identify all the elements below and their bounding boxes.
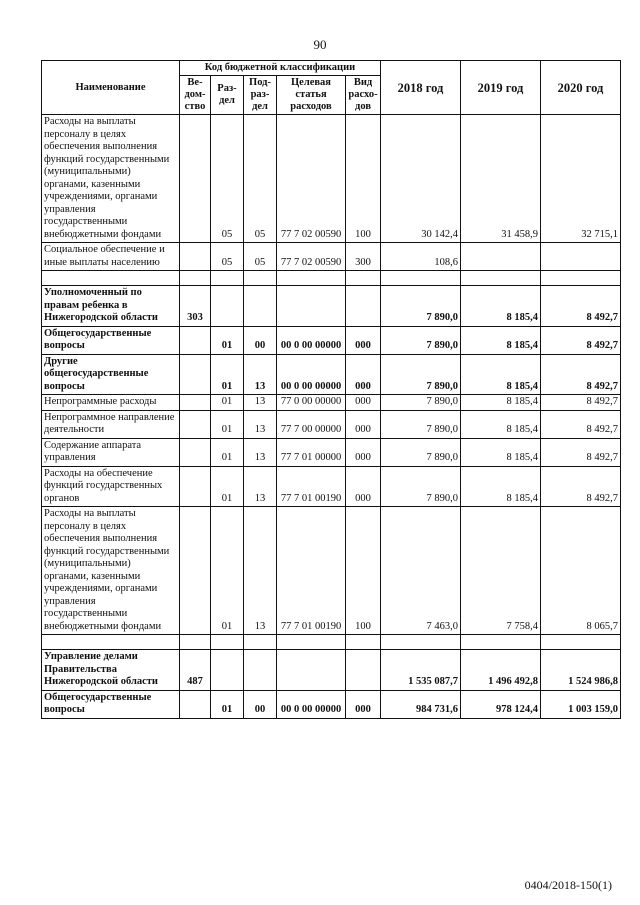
cell-razdel: 05 (211, 243, 244, 271)
empty-cell (180, 635, 211, 650)
empty-cell (381, 271, 461, 286)
cell-2019: 8 185,4 (461, 438, 541, 466)
empty-cell (346, 271, 381, 286)
cell-2018: 7 890,0 (381, 354, 461, 395)
cell-2019: 8 185,4 (461, 466, 541, 507)
cell-2020 (541, 243, 621, 271)
cell-2018: 984 731,6 (381, 690, 461, 718)
cell-name: Содержание аппарата управления (42, 438, 180, 466)
empty-cell (541, 271, 621, 286)
cell-2020: 8 492,7 (541, 326, 621, 354)
cell-name: Другие общегосударственные вопросы (42, 354, 180, 395)
cell-target: 77 0 00 00000 (277, 395, 346, 411)
cell-target: 00 0 00 00000 (277, 354, 346, 395)
cell-vid (346, 286, 381, 327)
cell-vid: 000 (346, 395, 381, 411)
cell-vedomstvo (180, 410, 211, 438)
empty-cell (461, 271, 541, 286)
cell-2020: 8 492,7 (541, 438, 621, 466)
cell-vid: 100 (346, 507, 381, 635)
cell-2020: 1 524 986,8 (541, 650, 621, 691)
budget-table (41, 60, 621, 719)
cell-2019: 7 758,4 (461, 507, 541, 635)
cell-razdel: 05 (211, 115, 244, 243)
empty-cell (42, 271, 180, 286)
cell-2018: 30 142,4 (381, 115, 461, 243)
cell-2018: 108,6 (381, 243, 461, 271)
cell-name: Расходы на обеспечение функций государственных органов (42, 466, 180, 507)
header-classification: Код бюджетной классификации (180, 61, 381, 76)
empty-cell (244, 635, 277, 650)
empty-cell (277, 635, 346, 650)
cell-name: Расходы на выплаты персоналу в целях обеспечения выполнения функций государственными (муниципальными) органами, казенными учреждениями, органами управления государственными внебюджетными фондами (42, 115, 180, 243)
cell-podrazdel: 05 (244, 243, 277, 271)
header-podrazdel: Под- раз- дел (244, 76, 277, 115)
cell-2019: 8 185,4 (461, 395, 541, 411)
cell-vedomstvo (180, 395, 211, 411)
table-row (42, 354, 621, 395)
separator-row (42, 635, 621, 650)
cell-vedomstvo (180, 438, 211, 466)
cell-name: Непрограммное направление деятельности (42, 410, 180, 438)
cell-razdel: 01 (211, 690, 244, 718)
table-row (42, 115, 621, 243)
header-target: Целевая статья расходов (277, 76, 346, 115)
cell-target (277, 650, 346, 691)
cell-target: 77 7 01 00190 (277, 507, 346, 635)
header-2018: 2018 год (381, 61, 461, 115)
cell-target: 77 7 01 00190 (277, 466, 346, 507)
empty-cell (277, 271, 346, 286)
empty-cell (541, 635, 621, 650)
header-vid: Вид расхо- дов (346, 76, 381, 115)
cell-vedomstvo (180, 466, 211, 507)
table-row (42, 286, 621, 327)
header-name: Наименование (42, 61, 180, 115)
separator-row (42, 271, 621, 286)
cell-podrazdel: 00 (244, 326, 277, 354)
cell-podrazdel: 13 (244, 466, 277, 507)
cell-2019: 8 185,4 (461, 410, 541, 438)
cell-podrazdel: 13 (244, 507, 277, 635)
cell-vedomstvo (180, 115, 211, 243)
cell-name: Уполномоченный по правам ребенка в Нижегородской области (42, 286, 180, 327)
cell-2018: 7 890,0 (381, 438, 461, 466)
empty-cell (211, 635, 244, 650)
cell-vid: 000 (346, 354, 381, 395)
cell-2019 (461, 243, 541, 271)
cell-2019: 8 185,4 (461, 326, 541, 354)
cell-2019: 31 458,9 (461, 115, 541, 243)
cell-vedomstvo (180, 243, 211, 271)
cell-target: 77 7 00 00000 (277, 410, 346, 438)
empty-cell (42, 635, 180, 650)
cell-2020: 8 492,7 (541, 395, 621, 411)
cell-name: Управление делами Правительства Нижегородской области (42, 650, 180, 691)
cell-podrazdel: 00 (244, 690, 277, 718)
cell-2020: 32 715,1 (541, 115, 621, 243)
empty-cell (244, 271, 277, 286)
cell-2020: 8 492,7 (541, 286, 621, 327)
cell-target: 77 7 02 00590 (277, 115, 346, 243)
header-vedomstvo: Ве- дом- ство (180, 76, 211, 115)
cell-razdel (211, 650, 244, 691)
cell-razdel: 01 (211, 410, 244, 438)
cell-2020: 1 003 159,0 (541, 690, 621, 718)
cell-2020: 8 065,7 (541, 507, 621, 635)
cell-vid: 000 (346, 438, 381, 466)
header-razdel: Раз- дел (211, 76, 244, 115)
cell-name: Расходы на выплаты персоналу в целях обеспечения выполнения функций государственными (муниципальными) органами, казенными учреждениями, органами управления государственными внебюджетными фондами (42, 507, 180, 635)
cell-razdel: 01 (211, 326, 244, 354)
cell-vid: 000 (346, 690, 381, 718)
cell-name: Непрограммные расходы (42, 395, 180, 411)
table-row (42, 466, 621, 507)
cell-vid (346, 650, 381, 691)
cell-2018: 7 463,0 (381, 507, 461, 635)
cell-2018: 7 890,0 (381, 410, 461, 438)
cell-2018: 7 890,0 (381, 466, 461, 507)
cell-vedomstvo: 303 (180, 286, 211, 327)
cell-2019: 978 124,4 (461, 690, 541, 718)
cell-vid: 000 (346, 410, 381, 438)
cell-vedomstvo (180, 507, 211, 635)
cell-2019: 1 496 492,8 (461, 650, 541, 691)
cell-2020: 8 492,7 (541, 466, 621, 507)
cell-vid: 000 (346, 326, 381, 354)
cell-vid: 300 (346, 243, 381, 271)
cell-2020: 8 492,7 (541, 354, 621, 395)
table-row (42, 410, 621, 438)
cell-vedomstvo (180, 354, 211, 395)
cell-podrazdel: 13 (244, 395, 277, 411)
cell-2018: 1 535 087,7 (381, 650, 461, 691)
header-2019: 2019 год (461, 61, 541, 115)
cell-2020: 8 492,7 (541, 410, 621, 438)
empty-cell (381, 635, 461, 650)
cell-name: Социальное обеспечение и иные выплаты населению (42, 243, 180, 271)
empty-cell (211, 271, 244, 286)
cell-vedomstvo: 487 (180, 650, 211, 691)
cell-razdel: 01 (211, 507, 244, 635)
cell-vid: 000 (346, 466, 381, 507)
cell-target: 77 7 02 00590 (277, 243, 346, 271)
empty-cell (346, 635, 381, 650)
table-row (42, 243, 621, 271)
cell-2019: 8 185,4 (461, 354, 541, 395)
cell-podrazdel: 13 (244, 410, 277, 438)
cell-podrazdel (244, 650, 277, 691)
cell-2018: 7 890,0 (381, 326, 461, 354)
empty-cell (461, 635, 541, 650)
header-2020: 2020 год (541, 61, 621, 115)
cell-2018: 7 890,0 (381, 395, 461, 411)
cell-podrazdel (244, 286, 277, 327)
empty-cell (180, 271, 211, 286)
cell-vedomstvo (180, 690, 211, 718)
cell-2019: 8 185,4 (461, 286, 541, 327)
cell-podrazdel: 05 (244, 115, 277, 243)
cell-razdel: 01 (211, 354, 244, 395)
cell-razdel (211, 286, 244, 327)
cell-razdel: 01 (211, 438, 244, 466)
table-row (42, 690, 621, 718)
page-number: 90 (313, 37, 327, 52)
table-row (42, 507, 621, 635)
table-row (42, 326, 621, 354)
cell-target: 00 0 00 00000 (277, 690, 346, 718)
cell-target: 00 0 00 00000 (277, 326, 346, 354)
cell-podrazdel: 13 (244, 438, 277, 466)
table-row (42, 650, 621, 691)
cell-2018: 7 890,0 (381, 286, 461, 327)
cell-razdel: 01 (211, 395, 244, 411)
cell-vid: 100 (346, 115, 381, 243)
cell-target (277, 286, 346, 327)
cell-podrazdel: 13 (244, 354, 277, 395)
cell-name: Общегосударственные вопросы (42, 326, 180, 354)
cell-vedomstvo (180, 326, 211, 354)
cell-name: Общегосударственные вопросы (42, 690, 180, 718)
table-row (42, 395, 621, 411)
document-code: 0404/2018-150(1) (524, 878, 612, 892)
table-row (42, 438, 621, 466)
cell-razdel: 01 (211, 466, 244, 507)
cell-target: 77 7 01 00000 (277, 438, 346, 466)
